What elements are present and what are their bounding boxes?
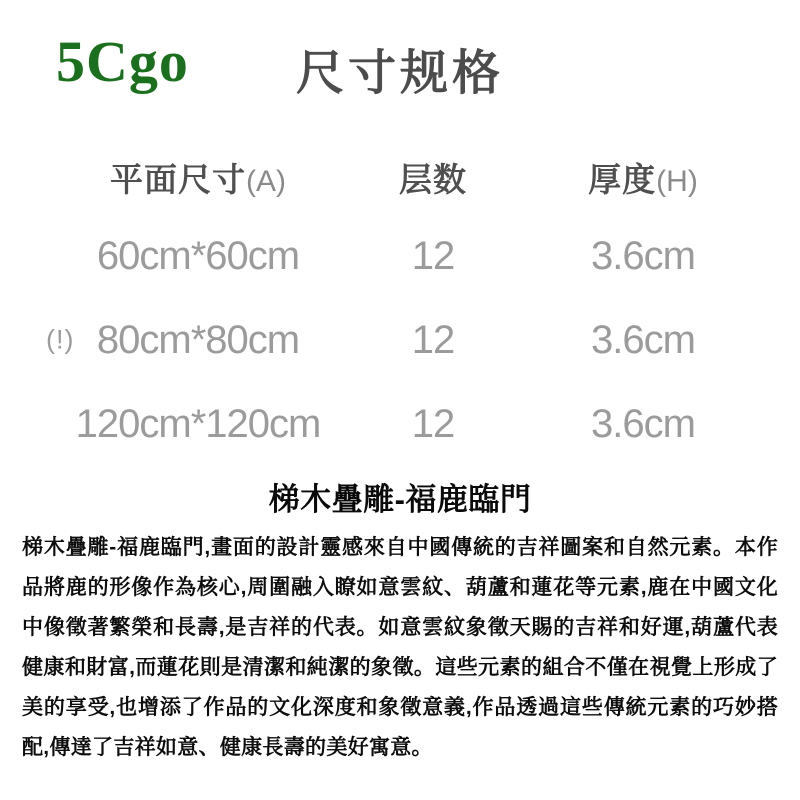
brand-logo: 5Cgo (56, 29, 189, 94)
column-header-size-suffix: (A) (246, 164, 286, 198)
column-header-layers-label: 层数 (399, 160, 467, 198)
cell-layers (338, 318, 528, 363)
layers-value: 12 (411, 401, 455, 446)
cell-size (46, 317, 338, 363)
cell-size (58, 234, 338, 279)
thickness-value: 3.6cm (591, 233, 695, 278)
cell-thickness (528, 234, 758, 279)
size-value: 60cm*60cm (96, 233, 300, 278)
table-row (58, 214, 758, 298)
layers-value: 12 (411, 233, 455, 278)
size-value: 120cm*120cm (75, 401, 321, 446)
column-header-size (58, 154, 338, 201)
spec-table (46, 140, 758, 466)
column-header-thickness-suffix: (H) (656, 164, 698, 198)
row-annotation-marker: (!) (46, 324, 75, 355)
cell-layers (338, 402, 528, 447)
page-header (0, 0, 800, 120)
cell-thickness (528, 402, 758, 447)
page-title: 尺寸规格 (295, 47, 504, 100)
size-value: 80cm*80cm (96, 317, 300, 362)
column-header-size-label: 平面尺寸 (110, 160, 246, 198)
layers-value: 12 (411, 317, 455, 362)
thickness-value: 3.6cm (591, 401, 695, 446)
column-header-layers (338, 154, 528, 201)
table-row (58, 382, 758, 466)
cell-size (58, 402, 338, 447)
spec-table-header-row (58, 140, 758, 214)
cell-layers (338, 234, 528, 279)
cell-thickness (528, 318, 758, 363)
table-row (46, 298, 758, 382)
thickness-value: 3.6cm (591, 317, 695, 362)
product-title: 梯木疊雕-福鹿臨門 (268, 482, 532, 517)
product-description: 梯木疊雕-福鹿臨門,畫面的設計靈感來自中國傳統的吉祥圖案和自然元素。本作品將鹿的形像作為核心,周圍融入瞭如意雲紋、葫蘆和蓮花等元素,鹿在中國文化中像徵著繁榮和長壽,是吉祥的代表。如意雲紋象徵天賜的吉祥和好運,葫蘆代表健康和財富,而蓮花則是清潔和純潔的象徵。這些元素的組合不僅在視覺上形成了美的享受,也增添了作品的文化深度和象徵意義,作品透過這些傳統元素的巧妙搭配,傳達了吉祥如意、健康長壽的美好寓意。 (22, 536, 778, 759)
column-header-thickness (528, 154, 758, 201)
column-header-thickness-label: 厚度 (588, 160, 657, 198)
